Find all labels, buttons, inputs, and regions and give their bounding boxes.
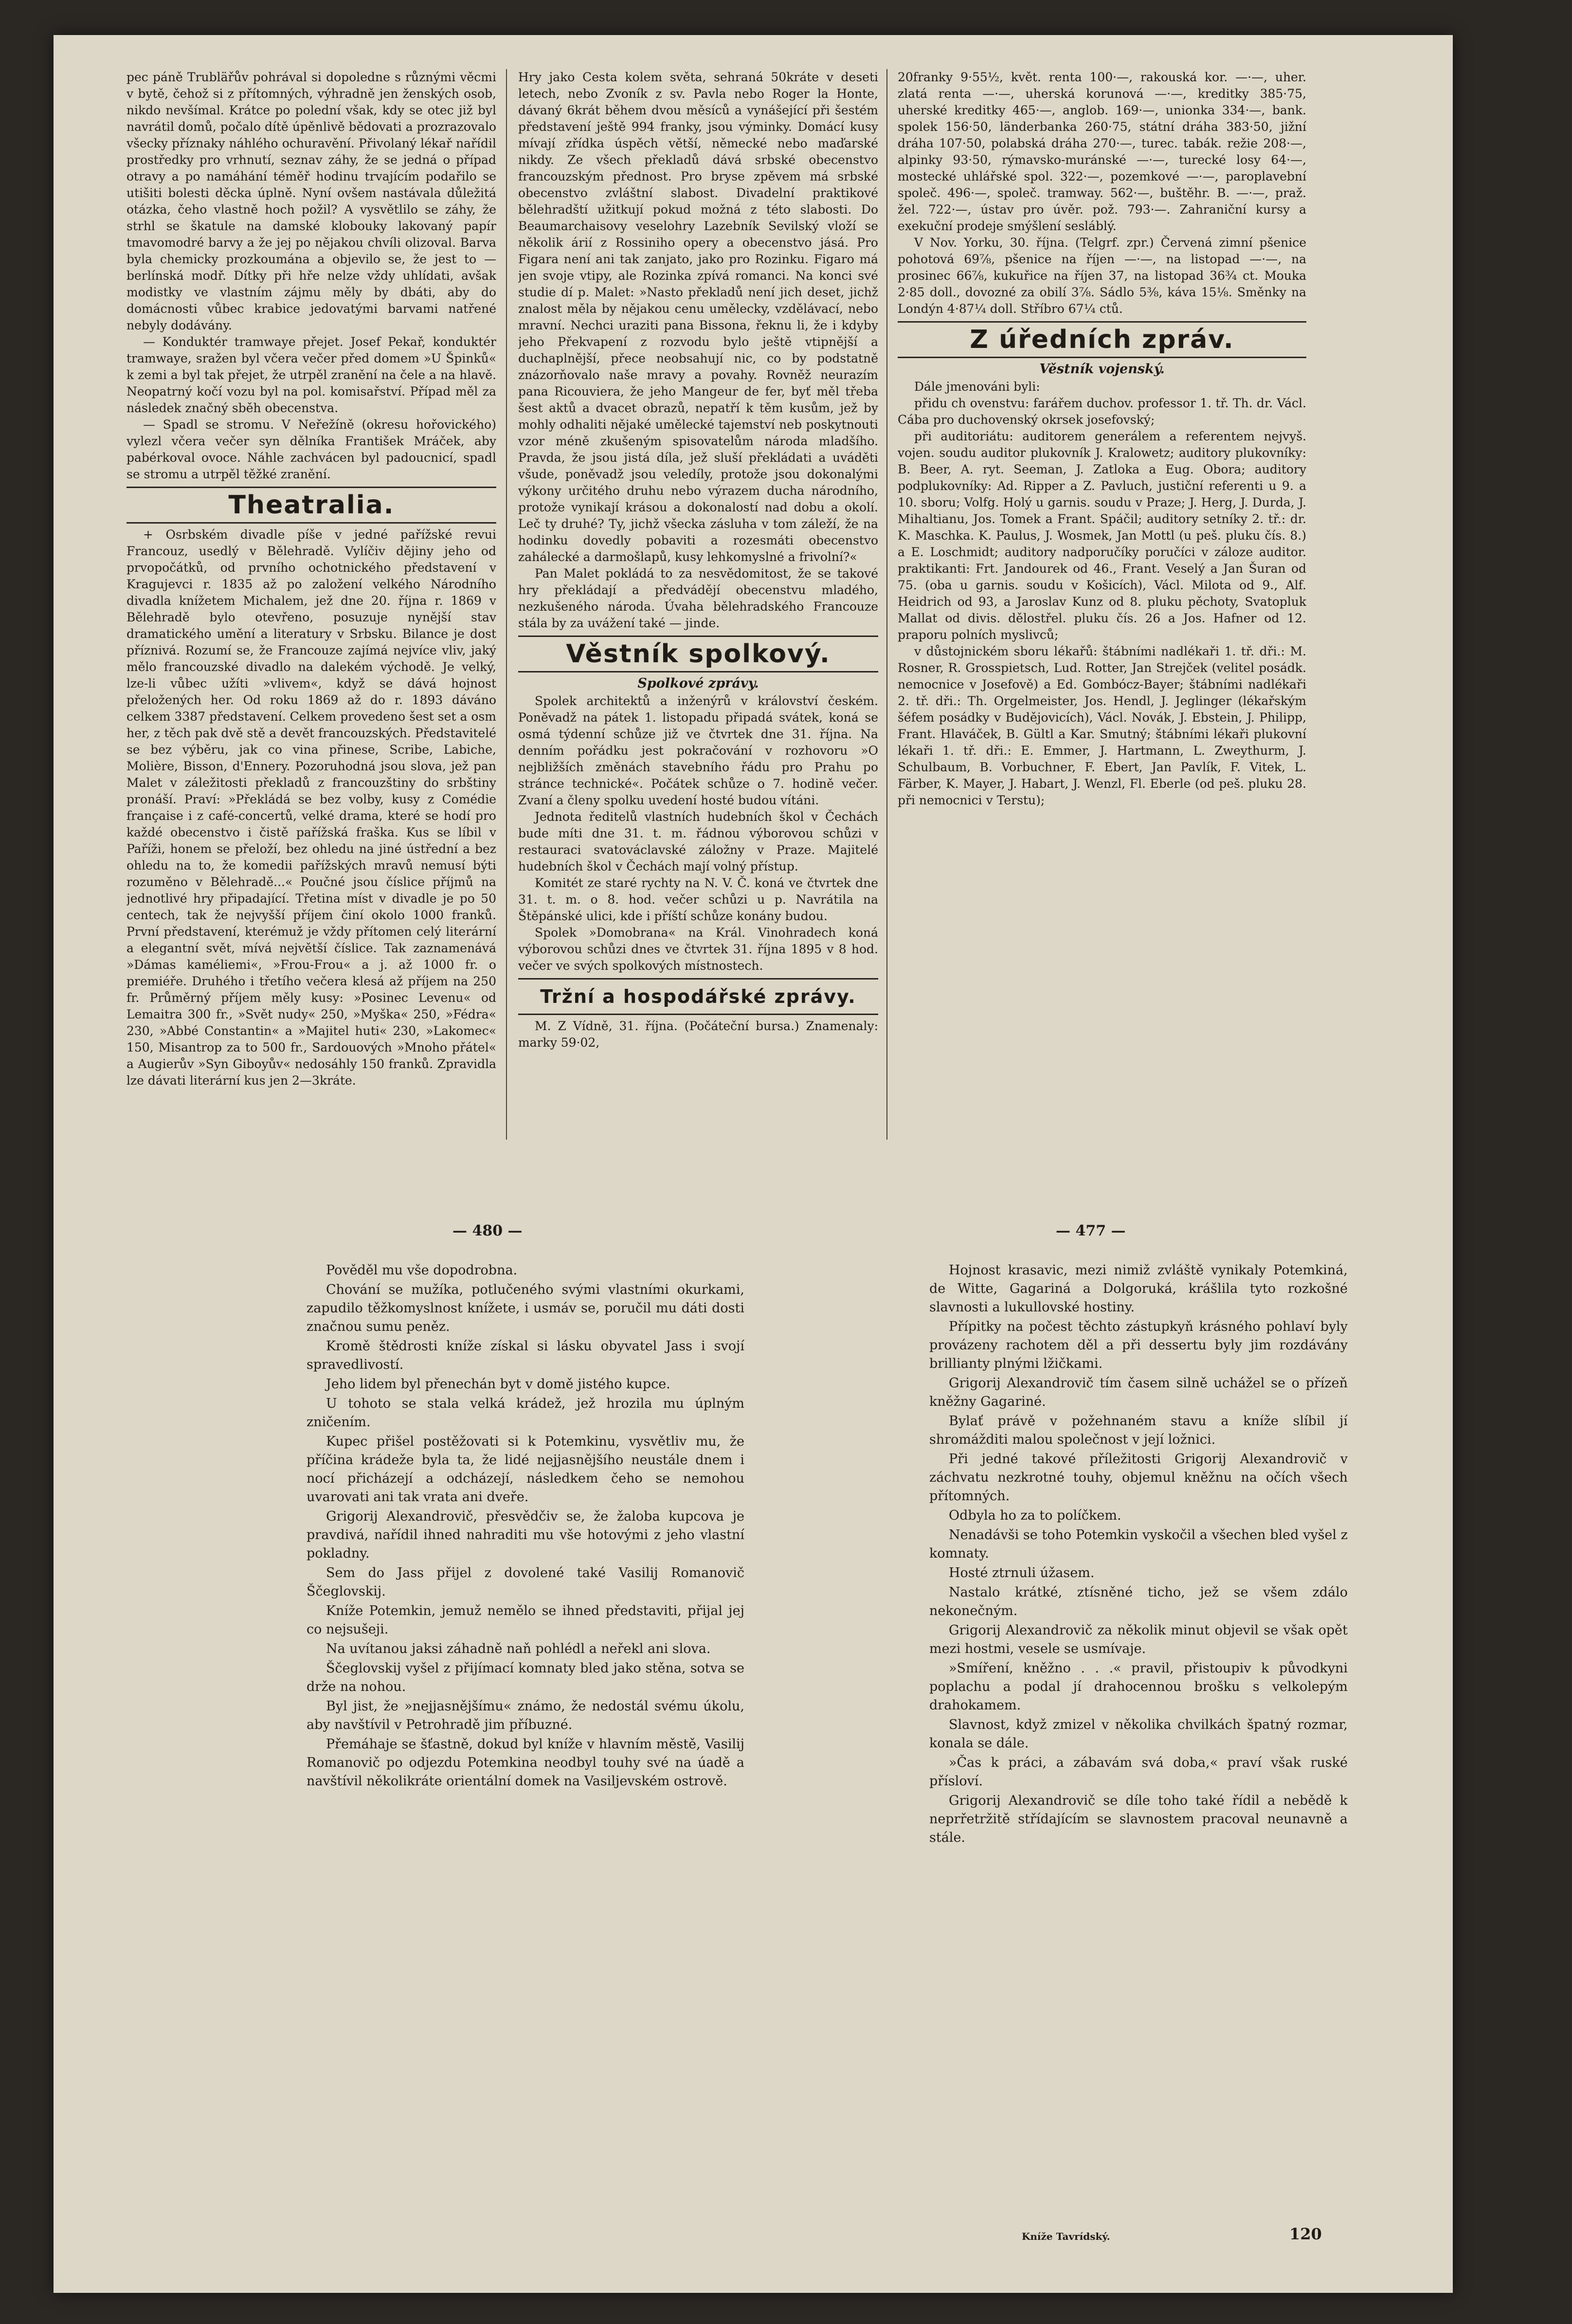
column-2 [518,69,878,1140]
signature-line: Kníže Tavrídský. [1022,2231,1110,2242]
left-para: Kupec přišel postěžovati si k Potemkinu, vysvětliv mu, že příčina krádeže byla ta, že lidé nejjasnějšího neustále dnem i nocí přicházejí a odcházejí, následkem čeho se nemohou uvarovati ani tak vrata ani dveře. [307,1434,744,1505]
col1-para-3: — Spadl se stromu. V Neřežíně (okresu hořovického) vylezl včera večer syn dělníka František Mráček, aby pabérkoval ovoce. Náhle zachvácen byl padoucnicí, spadl se stromu a utrpěl těžké zranění. [126,418,496,481]
col2-para-1: Hry jako Cesta kolem světa, sehraná 50kráte v deseti letech, nebo Zvoník z sv. Pavla nebo Roger la Honte, dávaný 6krát během dvou měsíců a vynášející při šestém představení ještě 994 franky, jsou výminky. Domácí kusy mívají zřídka úspěch větší, německé nebo maďarské nikdy. Ze všech překladů dává srbské obecenstvo francouzským přednost. Pro bryse zpěvem má srbské obecenstvo zvláštní slabost. Divadelní praktikové bělehradští užitkují pokud možná z této slabosti. Do Beaumarchaisovy veselohry Lazebník Sevilský vloží se několik árií z Rossiniho opery a obecenstvo jásá. Pro Figara není ani tak zanjato, jako pro Rozinku. Figaro má jen svoje vtipy, ale Rozinka zpívá romanci. Na konci své studie dí p. Malet: »Nasto překladů není jich deset, jichž znalost měla by nějakou cenu umělecky, vzdělávací, nebo mravní. Nechci uraziti pana Bissona, řeknu li, že i kdyby jeho Překvapení z rozvodu bylo ještě vtipnější a duchaplnější, přece neobsahují nic, co by podstatně znázorňovalo naše mravy a povahy. Rovněž neurazím pana Ricouviera, že jeho Mangeur de fer, byť měl třeba šest aktů a dvacet obrazů, nepatří k těm kusům, jež by mohly odhaliti nějaké umělecké tajemství neb poskytnouti vzor méně zkušeným spisovatelům národa mladšího. Pravda, že jsou jistá díla, jež sluší překládati a uváděti všude, poněvadž jsou veledíly, protože jsou dokonalými výkony určitého druhu nebo výrazem ducha národního, protože vynikají krásou a dokonalostí nad dobu a okolí. Leč ty druhé? Ty, jichž všecka zásluha v tom záleží, že na hodinku dovedly pobaviti a rozesmáti obecenstvo zahálecké a darmošlapů, kusy lehkomyslné a frivolní?« [518,70,878,564]
book-page-right [929,1261,1348,2225]
right-para: »Smíření, kněžno . . .« pravil, přistoupiv k původkyni poplachu a podal jí drahocennou brošku s velkolepým drahokamem. [929,1661,1348,1713]
newspaper-page [54,35,1453,2293]
theatre-para-1: + Osrbském divadle píše v jedné pařížské revui Francouz, usedlý v Bělehradě. Vylíčiv dějiny jeho od prvopočátků, od prvního ochotnického představení v Kragujevci r. 1835 až po založení velkého Národního divadla knížetem Michalem, jež dne 20. října r. 1869 v Bělehradě bylo otevřeno, posuzuje nynější stav dramatického umění a literatury v Srbsku. Bilance je dost příznivá. Rozumí se, že Francouze zajímá nejvíce vliv, jaký mělo francouzské divadlo na dalekém východě. Je velký, lze-li vůbec užíti »vlivem«, když se dává hojnost přeložených her. Od roku 1869 až do r. 1893 dáváno celkem 3387 představení. Celkem provedeno šest set a osm her, z těch pak dvě stě a devět francouzských. Představitelé se bez výběru, jak co vina přinese, Scribe, Labiche, Molière, Bisson, d'Ennery. Pozoruhodná jsou slova, jež pan Malet v záležitosti překladů z francouzštiny do srbštiny pronáší. Praví: »Překládá se bez volby, kusy z Comédie française i z café-concertů, velké drama, které se hodí pro každé obecenstvo i čistě pařížská fraška. Kus se líbil v Paříži, honem se přeloží, bez ohledu na jiné ústřední a bez ohledu na to, že komedii pařížských mravů nemusí býti rozuměno v Bělehradě...« Poučné jsou číslice příjmů na jednotlivé hry připadající. Třetina míst v divadle je po 50 centech, tak že nejvyšší příjem činí okolo 1000 franků. První představení, kterémuž je vždy přítomen celý literární a elegantní svět, mívá největší číslice. Tak zaznamenává »Dámas kaméliemi«, »Frou-Frou« a j. až 1000 fr. o premiéře. Druhého i třetího večera klesá až příjem na 250 fr. Průměrný příjem měly kusy: »Posinec Levenu« od Lemaitra 300 fr., »Svět nudy« 250, »Myška« 250, »Fédra« 230, »Abbé Constantin« a »Majitel huti« 230, »Lakomec« 150, Misantrop za to 500 fr., Sardouových »Mnoho přátel« a Augierův »Syn Giboyův« nedosáhly 150 franků. Zpravidla lze dávati literární kus jen 2—3kráte. [126,527,496,1088]
column-3 [898,69,1306,1140]
left-para: Sem do Jass přijel z dovolené také Vasilij Romanovič Ščeglovskij. [307,1565,744,1599]
right-para: Odbyla ho za to políčkem. [949,1508,1121,1523]
left-para: Na uvítanou jaksi záhadně naň pohlédl a neřekl ani slova. [326,1641,711,1656]
office-para-1: Dále jmenováni byli: [914,380,1040,394]
column-divider [506,69,507,1140]
right-para: Bylať právě v požehnaném stavu a kníže slíbil jí shromážditi malou společnost v její ložnici. [929,1414,1348,1447]
left-para: Kromě štědrosti kníže získal si lásku obyvatel Jass i svojí spravedlivostí. [307,1339,744,1372]
office-heading: Z úředních zpráv. [898,321,1306,358]
book-pages [54,1222,1453,2244]
right-para: Hosté ztrnuli úžasem. [949,1565,1095,1580]
col3-para-1: 20franky 9·55½, květ. renta 100·—, rakouská kor. —·—, uher. zlatá renta —·—, uherská korunová —·—, kreditky 385·75, uherské kreditky 465·—, anglob. 169·—, unionka 334·—, bank. spolek 156·50, länderbanka 260·75, státní dráha 383·50, jižní dráha 107·50, polabská dráha 270·—, turec. tabák. režie 208·—, alpinky 93·50, rýmavsko-muránské —·—, turecké losy 64·—, mostecké uhlářské spol. 322·—, pozemkové —·—, paroplavební společ. 496·—, společ. tramway. 562·—, buštěhr. B. —·—, praž. žel. 722·—, ústav pro úvěr. pož. 793·—. Zahraniční kursy a exekuční prodeje smýšlení sesláblý. [898,70,1306,233]
theatre-heading: Theatralia. [126,487,496,524]
office-subheading: Věstník vojenský. [1039,362,1165,377]
right-para: Grigorij Alexandrovič tím časem silně uchážel se o přízeň kněžny Gagariné. [929,1376,1348,1409]
right-para: Při jedné takové příležitosti Grigorij Alexandrovič v záchvatu nezkrotné touhy, objemul kněžnu na očích všech přítomných. [929,1452,1348,1504]
column-divider [886,69,887,1140]
left-para: Jeho lidem byl přenechán byt v domě jistého kupce. [326,1377,670,1392]
left-para: Pověděl mu vše dopodrobna. [326,1263,518,1278]
club-para-3: Komitét ze staré rychty na N. V. Č. koná ve čtvrtek dne 31. t. m. o 8. hod. večer schůzi u p. Navrátila na Štěpánské ulici, kde i příští schůze konány budou. [518,876,878,923]
club-para-1: Spolek architektů a inženýrů v království českém. Poněvadž na pátek 1. listopadu připadá svátek, koná se osmá týdenní schůze již ve čtvrtek dne 31. října. Na denním pořádku jest pokračování v rozhovoru »O nejbližších změnách stavebního řádu pro Prahu po stránce technické«. Počátek schůze o 7. hodině večer. Zvaní a členy spolku uvedení hosté budou vítáni. [518,694,878,807]
column-1 [126,69,496,1140]
left-para: Ščeglovskij vyšel z přijímací komnaty bled jako stěna, sotva se drže na nohou. [307,1661,744,1694]
book-page-left [307,1261,744,2225]
left-para: Kníže Potemkin, jemuž nemělo se ihned představiti, přijal jej co nejsušeji. [307,1603,744,1637]
right-para: Grigorij Alexandrovič za několik minut objevil se však opět mezi hostmi, vesele se usmívaje. [929,1623,1348,1656]
office-para-2: přidu ch ovenstvu: farářem duchov. professor 1. tř. Th. dr. Václ. Cába pro duchovenský okrsek josefovský; [898,396,1306,427]
sheet-number: 120 [1289,2225,1322,2243]
col1-para-2: — Konduktér tramwaye přejet. Josef Pekař, konduktér tramwaye, sražen byl včera večer před domem »U Špinků« k zemi a byl tak přejet, že utrpěl zranění na čele a na hlavě. Neopatrný kočí vozu byl na pol. komisařství. Případ měl za následek značný sběh obecenstva. [126,335,496,415]
left-para: Chování se mužíka, potlučeného svými vlastními okurkami, zapudilo těžkomyslnost knížete, i usmáv se, poručil mu dáti dosti značnou sumu peněz. [307,1282,744,1334]
right-para: »Čas k práci, a zábavám svá doba,« praví však ruské přísloví. [929,1755,1348,1789]
right-para: Nastalo krátké, ztísněné ticho, jež se všem zdálo nekonečným. [929,1585,1348,1618]
office-para-3: při auditoriátu: auditorem generálem a referentem nejvyš. vojen. soudu auditor plukovník J. Kralowetz; auditory plukovníky: B. Beer, A. ryt. Seeman, J. Zatloka a Eug. Obora; auditory podplukovníky: Ad. Ripper a Z. Pavluch, justiční referenti u 9. a 10. sboru; Volfg. Holý u garnis. soudu v Praze; J. Herg, J. Durda, J. Mihaltianu, Jos. Tomek a Frant. Spáčil; auditory setníky 2. tř.: dr. K. Maschka. K. Paulus, J. Wosmek, Jan Mottl (u peš. pluku čís. 8.) a E. Loschmidt; auditory nadporučíky poručíci v záloze auditor. praktikanti: Frt. Jandourek od 46., Frant. Veselý a Jan Šuran od 75. (oba u garnis. soudu v Košicích), Václ. Milota od 9., Alf. Heidrich od 93, a Jaroslav Kunz od 8. pluku pěchoty, Svatopluk Mallat od divis. dělostřel. pluku čís. 26 a Jos. Hafner od 12. praporu polních myslivců; [898,429,1306,642]
right-para: Nenadávši se toho Potemkin vyskočil a všechen bled vyšel z komnaty. [929,1527,1348,1561]
market-para-1: M. Z Vídně, 31. října. (Počáteční bursa.) Znamenaly: marky 59·02, [518,1019,878,1050]
col2-para-2: Pan Malet pokládá to za nesvědomitost, že se takové hry překládají a předvádějí obecenstvu mladého, nezkušeného národa. Úvaha bělehradského Francouze stála by za uvážení také — jinde. [518,566,878,630]
left-para: Přemáhaje se šťastně, dokud byl kníže v hlavním městě, Vasilij Romanovič po odjezdu Potemkina neodbyl touhy své na úadě a navštívil několikráte orientální domek na Vasiljevském ostrově. [307,1737,744,1789]
left-para: U tohoto se stala velká krádež, jež hrozila mu úplným zničením. [307,1396,744,1430]
club-para-2: Jednota ředitelů vlastních hudebních škol v Čechách bude míti dne 31. t. m. řádnou výborovou schůzi v restauraci svatováclavské záložny v Praze. Majitelé hudebních škol v Čechách mají volný přístup. [518,810,878,873]
right-para: Přípitky na počest těchto zástupkyň krásného pohlaví byly provázeny rachotem děl a při dessertu byly jim rozdávány brillianty plnými lžičkami. [929,1319,1348,1371]
club-subheading: Spolkové zprávy. [637,676,759,691]
right-para: Grigorij Alexandrovič se díle toho také řídil a nebědě k neprřetržitě střídajícím se slavnostem pracoval neunavně a stále. [929,1793,1348,1845]
club-heading: Věstník spolkový. [518,635,878,672]
left-para: Byl jist, že »nejjasnějšímu« známo, že nedostál svému úkolu, aby navštívil v Petrohradě jim příbuzné. [307,1699,744,1732]
right-para: Hojnost krasavic, mezi nimiž zvláště vynikaly Potemkiná, de Witte, Gagariná a Dolgoruká, krášlila tyto rozkošné slavnosti a lukullovské hostiny. [929,1263,1348,1315]
market-heading: Tržní a hospodářské zprávy. [518,978,878,1015]
left-para: Grigorij Alexandrovič, přesvědčiv se, že žaloba kupcova je pravdivá, nařídil ihned nahraditi mu vše hotovými z jeho vlastní pokladny. [307,1509,744,1561]
page-number-right: — 477 — [1056,1222,1126,1239]
page-number-left: — 480 — [452,1222,523,1239]
office-para-4: v důstojnickém sboru lékařů: štábními nadlékaři 1. tř. dři.: M. Rosner, R. Grosspietsch, Lud. Rotter, Jan Strejček (velitel posádk. nemocnice v Josefově) a Ed. Gombócz-Bayer; štábními nadlékaři 2. tř. dři.: Th. Orgelmeister, Jos. Hendl, J. Jeglinger (lékařským šéfem posádky v Budějovicích), Václ. Novák, J. Ebstein, J. Philipp, Frant. Hlaváček, B. Gültl a Kar. Smutný; štábními lékaři plukovní lékaři 1. tř. dři.: E. Emmer, J. Hartmann, L. Zweythurm, J. Schulbaum, B. Vorbuchner, F. Ebert, Jan Pavlík, F. Vitek, L. Färber, K. Mayer, J. Habart, J. Wenzl, Fl. Eberle (od peš. pluku 28. při nemocnici v Terstu); [898,644,1306,807]
club-para-4: Spolek »Domobrana« na Král. Vinohradech koná výborovou schůzi dnes ve čtvrtek 31. října 1895 v 8 hod. večer ve svých spolkových místnostech. [518,926,878,973]
col1-para-1: pec páně Trubläřův pohrával si dopoledne s různými věcmi v bytě, čehož si z přítomných, výhradně jen ženských osob, nikdo nevšímal. Krátce po polední však, kdy se otec již byl navrátil domů, počalo dítě úpěnlivě bědovati a prozrazovalo všecky příznaky náhlého ochuravění. Přivolaný lékař nařídil prostředky pro vrhnutí, seznav záhy, že se jedná o případ otravy a po namáhání téměř hodinu trvajícím podařilo se utišiti bolesti děcka úplně. Nyní ovšem nastávala důležitá otázka, čeho vlastně hoch požil? A vysvětlilo se záhy, že strhl se škatule na damské klobouky lakovaný papír tmavomodré barvy a že jej po nějakou chvíli olizoval. Barva byla chemicky prozkoumána a objevilo se, že jest to — berlínská modř. Dítky při hře nelze vždy uhlídati, avšak modistky ve vlastním zájmu měly by dbáti, aby do domácnosti vůbec krabice jedovatými barvami natřené nebyly dodávány. [126,70,496,332]
right-para: Slavnost, když zmizel v několika chvilkách špatný rozmar, konala se dále. [929,1717,1348,1751]
col3-para-2: V Nov. Yorku, 30. října. (Telgrf. zpr.) Červená zimní pšenice pohotová 69⅞, pšenice na říjen —·—, na listopad —·—, na prosinec 66⅞, kukuřice na říjen 37, na listopad 36¾ ct. Mouka 2·85 doll., dovozné za obilí 3⅞. Sádlo 5⅜, káva 15⅛. Směnky na Londýn 4·87¼ doll. Stříbro 67¼ ctů. [898,236,1306,316]
